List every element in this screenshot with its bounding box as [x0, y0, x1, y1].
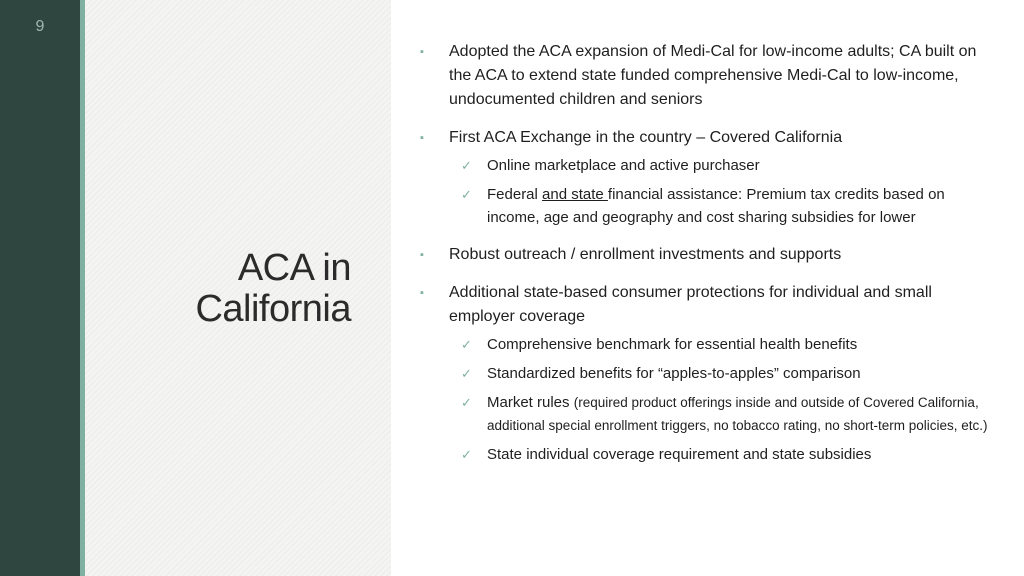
bullet-text: Additional state-based consumer protections for individual and small employer coverage: [449, 284, 932, 325]
bullet-text: First ACA Exchange in the country – Covered California: [449, 129, 843, 146]
sub-item-text-main: Market rules: [487, 394, 574, 411]
sub-item-text-post: financial assistance: Premium tax credits based on income, age and geography and cost sharing subsidies for lower: [487, 186, 945, 226]
square-bullet-icon: ▪: [420, 249, 424, 261]
square-bullet-icon: ▪: [420, 46, 424, 58]
check-mark-icon: ✓: [461, 337, 472, 352]
title-line-1: ACA in: [237, 247, 351, 289]
bullet-outreach: [420, 243, 990, 267]
bullet-text: Adopted the ACA expansion of Medi-Cal for low-income adults; CA built on the ACA to extend state funded comprehensive Medi-Cal to low-income, undocumented children and seniors: [449, 43, 977, 108]
sub-item-text: Comprehensive benchmark for essential health benefits: [487, 336, 858, 353]
title-line-2: California: [195, 288, 351, 330]
bullet-consumer-protections: [420, 281, 990, 466]
sub-item-standardized-benefits: [449, 362, 990, 385]
sub-item-marketplace: [449, 154, 990, 177]
sub-item-financial-assistance: [449, 183, 990, 229]
bullet-medi-cal: [420, 40, 990, 112]
square-bullet-icon: ▪: [420, 287, 424, 299]
sub-item-text: Standardized benefits for “apples-to-apples” comparison: [487, 365, 861, 382]
check-mark-icon: ✓: [461, 158, 472, 173]
sub-item-text-detail: (required product offerings inside and outside of Covered California, additional special enrollment triggers, no tobacco rating, no short-term policies, etc.): [487, 395, 988, 433]
title-panel: [85, 0, 391, 576]
sub-item-benchmark: [449, 333, 990, 356]
check-mark-icon: ✓: [461, 447, 472, 462]
sub-list: [449, 333, 990, 466]
sub-item-text-underlined: and state: [542, 186, 608, 203]
sub-item-text: Online marketplace and active purchaser: [487, 157, 760, 174]
bullet-exchange: [420, 126, 990, 229]
sub-item-market-rules: [449, 391, 990, 437]
sub-item-text: State individual coverage requirement and state subsidies: [487, 446, 872, 463]
check-mark-icon: ✓: [461, 395, 472, 410]
sub-item-text-pre: Federal: [487, 186, 543, 203]
left-dark-stripe: [0, 0, 80, 576]
sub-item-state-mandate: [449, 443, 990, 466]
slide-number: 9: [35, 18, 45, 35]
sub-list: [449, 154, 990, 229]
bullet-list: [420, 40, 990, 480]
check-mark-icon: ✓: [461, 366, 472, 381]
square-bullet-icon: ▪: [420, 132, 424, 144]
slide-title: [195, 248, 351, 330]
check-mark-icon: ✓: [461, 187, 472, 202]
bullet-text: Robust outreach / enrollment investments and supports: [449, 246, 842, 263]
